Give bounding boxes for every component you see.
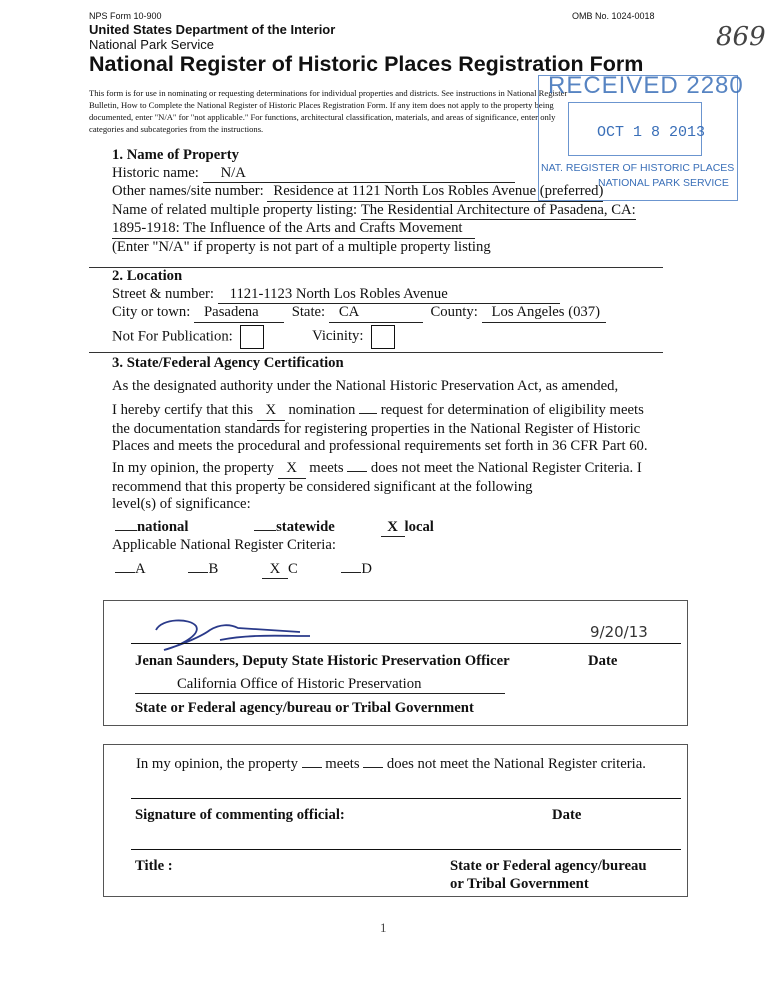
opinion-blank [347, 471, 367, 472]
commenting-agency-line: State or Federal agency/bureau [450, 858, 647, 874]
commenting-agency-line: or Tribal Government [450, 875, 589, 892]
street-value: 1121-1123 North Los Robles Avenue [218, 286, 560, 305]
mpl-value-1: The Residential Architecture of Pasadena, CA: [361, 202, 636, 221]
state-value: CA [329, 304, 423, 323]
shpo-name: Jenan Saunders, Deputy State Historic Preservation Officer [135, 653, 510, 669]
title-label: Title : [135, 858, 173, 874]
signature-date-handwritten: 9/20/13 [590, 623, 648, 641]
title-line [131, 849, 681, 850]
street-row [112, 286, 606, 305]
instructions-line: categories and subcategories from the instructions. [89, 124, 264, 134]
vicinity-checkbox[interactable] [371, 325, 395, 349]
level-statewide: statewide [254, 519, 335, 535]
level-local: X local [381, 519, 434, 535]
mpl-value-2: 1895-1918: The Influence of the Arts and Crafts Movement [112, 220, 475, 239]
commenting-signature-label: Signature of commenting official: [135, 807, 345, 823]
nfp-label: Not For Publication: [112, 328, 233, 345]
commenting-date-label: Date [552, 807, 582, 823]
dept-name: United States Department of the Interior [89, 22, 336, 37]
state-label: State: [291, 304, 326, 321]
opinion [112, 460, 642, 514]
cert-row [112, 402, 648, 421]
comment-opinion-rest: does not meet the National Register criteria. [386, 756, 646, 772]
opinion-line: level(s) of significance: [112, 496, 251, 513]
criterion-c: X C [262, 561, 298, 577]
commenting-signature-line [131, 798, 681, 799]
historic-name-label: Historic name: [112, 164, 199, 181]
signature-scribble [150, 614, 320, 656]
criterion-d: D [341, 561, 372, 577]
cert-line: Places and meets the procedural and professional requirements set forth in 36 CFR Part 60. [112, 438, 648, 455]
divider [89, 352, 663, 353]
service-name: National Park Service [89, 37, 214, 52]
authority-line: As the designated authority under the National Historic Preservation Act, as amended, [112, 378, 619, 394]
stamp-date: OCT 1 8 2013 [597, 124, 706, 141]
mpl-row-2 [112, 220, 636, 239]
page-number: 1 [380, 920, 387, 935]
opinion-row [112, 460, 642, 479]
other-names-label: Other names/site number: [112, 183, 264, 200]
instructions [89, 87, 567, 135]
section-3-heading: 3. State/Federal Agency Certification [112, 355, 344, 371]
comment-opinion-prefix: In my opinion, the property [136, 756, 298, 772]
instructions-line: documented, enter "N/A" for "not applicable." For functions, architectural classification, materials, and areas of significance, enter only [89, 112, 556, 122]
section-2 [112, 268, 606, 349]
stamp-received-text: RECEIVED 2280 [548, 72, 744, 99]
signature-line [131, 643, 681, 644]
cert-nomination: nomination [288, 402, 356, 418]
criterion-a: A [115, 561, 145, 577]
county-label: County: [430, 304, 478, 321]
omb-number: OMB No. 1024-0018 [572, 11, 655, 21]
shpo-office: California Office of Historic Preservation [135, 676, 505, 694]
shpo-agency-label: State or Federal agency/bureau or Tribal Government [135, 700, 474, 716]
commenting-agency-label [450, 858, 647, 893]
form-number: NPS Form 10-900 [89, 11, 162, 21]
section-1-heading: 1. Name of Property [112, 147, 239, 163]
opinion-prefix: In my opinion, the property [112, 460, 274, 476]
historic-name-value: N/A [203, 165, 515, 184]
instructions-line: This form is for use in nominating or requesting determinations for individual properties and districts. See instructions in National Register [89, 88, 568, 98]
other-names-row [112, 183, 636, 202]
county-value: Los Angeles (037) [482, 304, 607, 323]
city-value: Pasadena [194, 304, 284, 323]
section-1 [112, 147, 636, 257]
comment-opinion-row [136, 756, 646, 773]
opinion-rest: does not meet the National Register Criteria. I [370, 460, 642, 476]
shpo-date-label: Date [588, 653, 618, 669]
opinion-meets: meets [309, 460, 344, 476]
cert-line: the documentation standards for registering properties in the National Register of Historic [112, 420, 641, 437]
vicinity-label: Vicinity: [312, 328, 364, 345]
stamp-service: NATIONAL PARK SERVICE [598, 177, 729, 189]
criteria-row [115, 561, 372, 579]
mpl-label: Name of related multiple property listing: [112, 201, 358, 218]
opinion-mark: X [278, 460, 306, 479]
criteria-label: Applicable National Register Criteria: [112, 537, 336, 553]
mpl-row [112, 202, 636, 221]
cert-prefix: I hereby certify that this [112, 402, 254, 418]
instructions-line: Bulletin, How to Complete the National Register of Historic Places Registration Form. If any item does not apply to the property being [89, 100, 554, 110]
cert-mark: X [257, 402, 285, 421]
page-title: National Register of Historic Places Registration Form [89, 52, 644, 76]
nfp-row [112, 325, 606, 349]
street-label: Street & number: [112, 285, 214, 302]
criterion-b: B [188, 561, 218, 577]
comment-meets-blank [302, 767, 322, 768]
other-names-value: Residence at 1121 North Los Robles Avenue (preferred) [267, 183, 603, 202]
mpl-note: (Enter "N/A" if property is not part of a multiple property listing [112, 238, 491, 255]
certification [112, 402, 648, 456]
handwritten-number: 869 [716, 22, 766, 52]
city-label: City or town: [112, 304, 191, 321]
comment-not-meets-blank [363, 767, 383, 768]
nfp-checkbox[interactable] [240, 325, 264, 349]
cert-rest: request for determination of eligibility meets [380, 402, 644, 418]
opinion-line: recommend that this property be considered significant at the following [112, 478, 533, 495]
stamp-register: NAT. REGISTER OF HISTORIC PLACES [541, 162, 735, 174]
city-row [112, 304, 606, 323]
section-2-heading: 2. Location [112, 268, 183, 284]
comment-meets: meets [325, 756, 360, 772]
level-national: national [115, 519, 188, 535]
levels-row [115, 519, 434, 537]
cert-blank [359, 413, 377, 414]
historic-name-row [112, 165, 636, 184]
